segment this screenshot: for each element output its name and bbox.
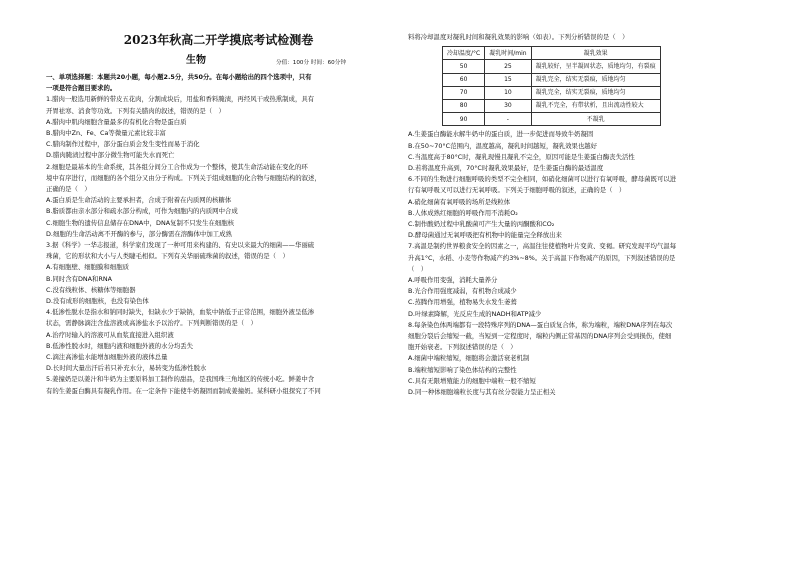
q3-option-a: A.有细胞壁、细胞膜和细胞质 <box>46 263 129 272</box>
question-7-stem: 7.高温是制约世界粮食安全的因素之一，高温往往使植物叶片变黄、变褐。研究发现平均气温每 <box>408 242 677 251</box>
q7-option-b: B.光合作用强度减弱，有机物合成减少 <box>408 287 517 296</box>
q4-option-b: B.低渗性脱水时，细胞内液和细胞外液的水分均丢失 <box>46 341 194 350</box>
subject-row <box>46 52 391 72</box>
table-header: 凝乳效果 <box>531 47 660 60</box>
q1-option-b: B.腊肉中Zn、Fe、Ca等微量元素比较丰富 <box>46 129 166 138</box>
table-cell: 10 <box>485 86 531 99</box>
q7-option-c: C.蒸腾作用增强，植物易失水发生萎蔫 <box>408 298 517 307</box>
q7-option-a: A.呼吸作用变强，消耗大量养分 <box>408 275 498 284</box>
exam-meta: 分值：100分 时间：60分钟 <box>276 60 346 66</box>
q1-option-a: A.腊肉中肌肉细胞含量最多的有机化合物是蛋白质 <box>46 117 187 126</box>
table-row <box>443 113 661 126</box>
question-1-stem: 1.腊肉一般选用新鲜的带皮五花肉，分割成块后，用盐和香料腌渍，再经风干或热熏制成，具有 <box>46 95 315 104</box>
right-column <box>408 0 753 398</box>
q5-option-d: D.若将温度升高到，70°C时凝乳效果最好，是生姜蛋白酶的最适温度 <box>408 163 604 172</box>
question-5-stem-cont: 有的生姜蛋白酶具有凝乳作用。在一定条件下能使牛奶凝固而制成姜撞奶。某科研小组探究了不同 <box>46 386 321 395</box>
q1-option-c: C.腊肉制作过程中，部分蛋白质会发生变性而易于消化 <box>46 140 200 149</box>
q6-option-b: B.人体成熟红细胞的呼吸作用不消耗O₂ <box>408 208 518 217</box>
q6-option-a: A.硝化细菌有氧呼吸的场所是线粒体 <box>408 197 511 206</box>
q8-option-b: B.端粒缩短影响了染色体结构的完整性 <box>408 365 517 374</box>
table-cell: 30 <box>485 99 531 112</box>
q4-option-a: A.治疗时输入的溶液可从血浆直接进入组织液 <box>46 330 174 339</box>
section-intro: 一、单项选择题：本题共20小题，每小题2.5分，共50分。在每小题给出的四个选项中，只有 <box>46 73 312 81</box>
question-5-stem-end: 料将冷却温度对凝乳时间和凝乳效果的影响（如表）。下列分析错误的是（ ） <box>408 33 629 41</box>
q8-option-d: D.同一种体细胞端粒长度与其有丝分裂能力呈正相关 <box>408 388 556 396</box>
question-8-stem-cont: 细胞分裂后会缩短一截，当短到一定程度时，端粒内侧正常基因的DNA序列会受到损伤，使细 <box>408 331 672 340</box>
q2-option-c: C.细胞生物的遗传信息储存在DNA中，DNA复制不只发生在细胞核 <box>46 218 235 227</box>
question-8-stem-end: 胞开始衰老。下列叙述错误的是（ ） <box>408 343 517 352</box>
question-5-stem: 5.姜撞奶是以姜汁和牛奶为主要原料加工制作的甜品，是我国珠三角地区的传统小吃。鲜姜中含 <box>46 375 315 384</box>
q2-option-a: A.蛋白质是生命活动的主要承担者，合成于附着在内质网的核糖体 <box>46 196 232 205</box>
q6-option-c: C.制作酸奶过程中乳酸菌可产生大量的丙酮酸和CO₂ <box>408 219 555 228</box>
q7-option-d: D.叶绿素降解，光反应生成的NADH和ATP减少 <box>408 309 542 318</box>
question-4-stem-cont: 状态，需静脉滴注含盐溶液或高渗盐水予以治疗。下列判断错误的是（ ） <box>46 319 257 328</box>
q5-option-a: A.生姜蛋白酶能水解牛奶中的蛋白质，进一步促进而导致牛奶凝固 <box>408 130 594 139</box>
table-header: 凝乳时间/min <box>485 47 531 60</box>
question-3-stem-cont: 珠菌，它的形状和大小与人类睫毛相似。下列有关华丽硫珠菌的叙述，错误的是（ ） <box>46 252 289 261</box>
q5-option-b: B.在50~70°C范围内，温度越高，凝乳时间越短，凝乳效果也越好 <box>408 141 598 150</box>
table-cell: 不凝乳 <box>531 113 660 126</box>
question-1-stem-cont: 开胃祛寒、消食等功效。下列有关腊肉的叙述，错误的是（ ） <box>46 106 225 115</box>
question-3-stem: 3.据《科学》一华志报道，科学家们发现了一种可用来构建的、有史以来最大的细菌——华丽硫 <box>46 241 315 250</box>
table-cell: 凝乳完全，结实无裂痕，质地均匀 <box>531 86 660 99</box>
table-cell: 90 <box>443 113 485 126</box>
table-cell: - <box>485 113 531 126</box>
q5-option-c: C.当温度高于80°C时，凝乳现慢且凝乳不完全，原因可能是生姜蛋白酶丧失活性 <box>408 152 635 161</box>
table-row <box>443 60 661 73</box>
exam-title: 2023年秋高二开学摸底考试检测卷 <box>123 33 314 47</box>
table-cell: 凝乳完全，结实无裂痕，质地均匀 <box>531 73 660 86</box>
results-table <box>442 46 661 126</box>
q2-option-d: D.细胞的生命活动离不开酶的参与，部分酶需在溶酶体中加工成熟 <box>46 229 232 238</box>
q3-option-c: C.没有线粒体、核糖体等细胞器 <box>46 285 136 294</box>
table-cell: 凝乳不完全，有带状析，且出流动性较大 <box>531 99 660 112</box>
table-row <box>443 73 661 86</box>
table-cell: 70 <box>443 86 485 99</box>
q6-option-d: D.酵母菌通过无氧呼吸把有机物中的能量完全释放出来 <box>408 231 562 240</box>
table-row <box>443 99 661 112</box>
q3-option-b: B.同时含有DNA和RNA <box>46 274 113 283</box>
q8-option-a: A.细菌中端粒缩短，细胞将会激活衰老机制 <box>408 354 530 363</box>
question-7-stem-end: （ ） <box>408 264 428 273</box>
question-4-stem: 4.低渗性脱水是指水和钠同时缺失，但缺水少于缺钠，血浆中钠低于正常范围，细胞外液呈低渗 <box>46 308 315 317</box>
question-2-stem: 2.细胞是最基本的生命系统，其各组分间分工合作成为一个整体，使其生命活动能在变化的环 <box>46 162 308 171</box>
table-header-row <box>443 47 661 60</box>
q3-option-d: D.没有成形的细胞核，也没有染色体 <box>46 297 149 306</box>
table-row <box>443 86 661 99</box>
q4-option-c: C.滴注高渗盐水能增加细胞外液的液体总量 <box>46 353 168 362</box>
table-cell: 50 <box>443 60 485 73</box>
table-cell: 60 <box>443 73 485 86</box>
q1-option-d: D.腊肉腌渍过程中部分微生物可能失水而死亡 <box>46 151 175 160</box>
subject-label: 生物 <box>186 55 206 66</box>
table-cell: 15 <box>485 73 531 86</box>
table-cell: 80 <box>443 99 485 112</box>
table-header: 冷却温度/°C <box>443 47 485 60</box>
q8-option-c: C.具有无限增殖能力的细胞中端粒一般不缩短 <box>408 376 536 385</box>
section-intro-cont: 一项是符合题目要求的。 <box>46 84 117 93</box>
question-7-stem-cont: 升高1°C，水稻、小麦等作物减产约3%~8%。关于高温下作物减产的原因，下列叙述错误的是 <box>408 253 676 262</box>
table-cell: 凝乳较好，呈半凝固状态，质地均匀，有裂痕 <box>531 60 660 73</box>
question-2-stem-end: 正确的是（ ） <box>46 185 91 194</box>
left-column <box>46 0 391 397</box>
question-6-stem: 6.不同的生物进行细胞呼吸的类型不完全相同，如硝化细菌可以进行有氧呼吸，酵母菌既可以进 <box>408 175 677 184</box>
question-6-stem-cont: 行有氧呼吸又可以进行无氧呼吸。下列关于细胞呼吸的叙述，正确的是（ ） <box>408 186 626 195</box>
q4-option-d: D.长时间大量出汗后若只补充水分，易转变为低渗性脱水 <box>46 364 207 373</box>
table-cell: 25 <box>485 60 531 73</box>
q2-option-b: B.脂质都由亲水部分和疏水部分构成，可作为细胞内的内质网中合成 <box>46 207 238 216</box>
question-2-stem-cont: 境中有序进行，而细胞的各个组分又由分子构成。下列关于组成细胞的化合物与细胞结构的叙述， <box>46 173 321 182</box>
question-8-stem: 8.每条染色体两端都有一段特殊序列的DNA—蛋白质复合体，称为端粒，端粒DNA序列在每次 <box>408 320 673 329</box>
